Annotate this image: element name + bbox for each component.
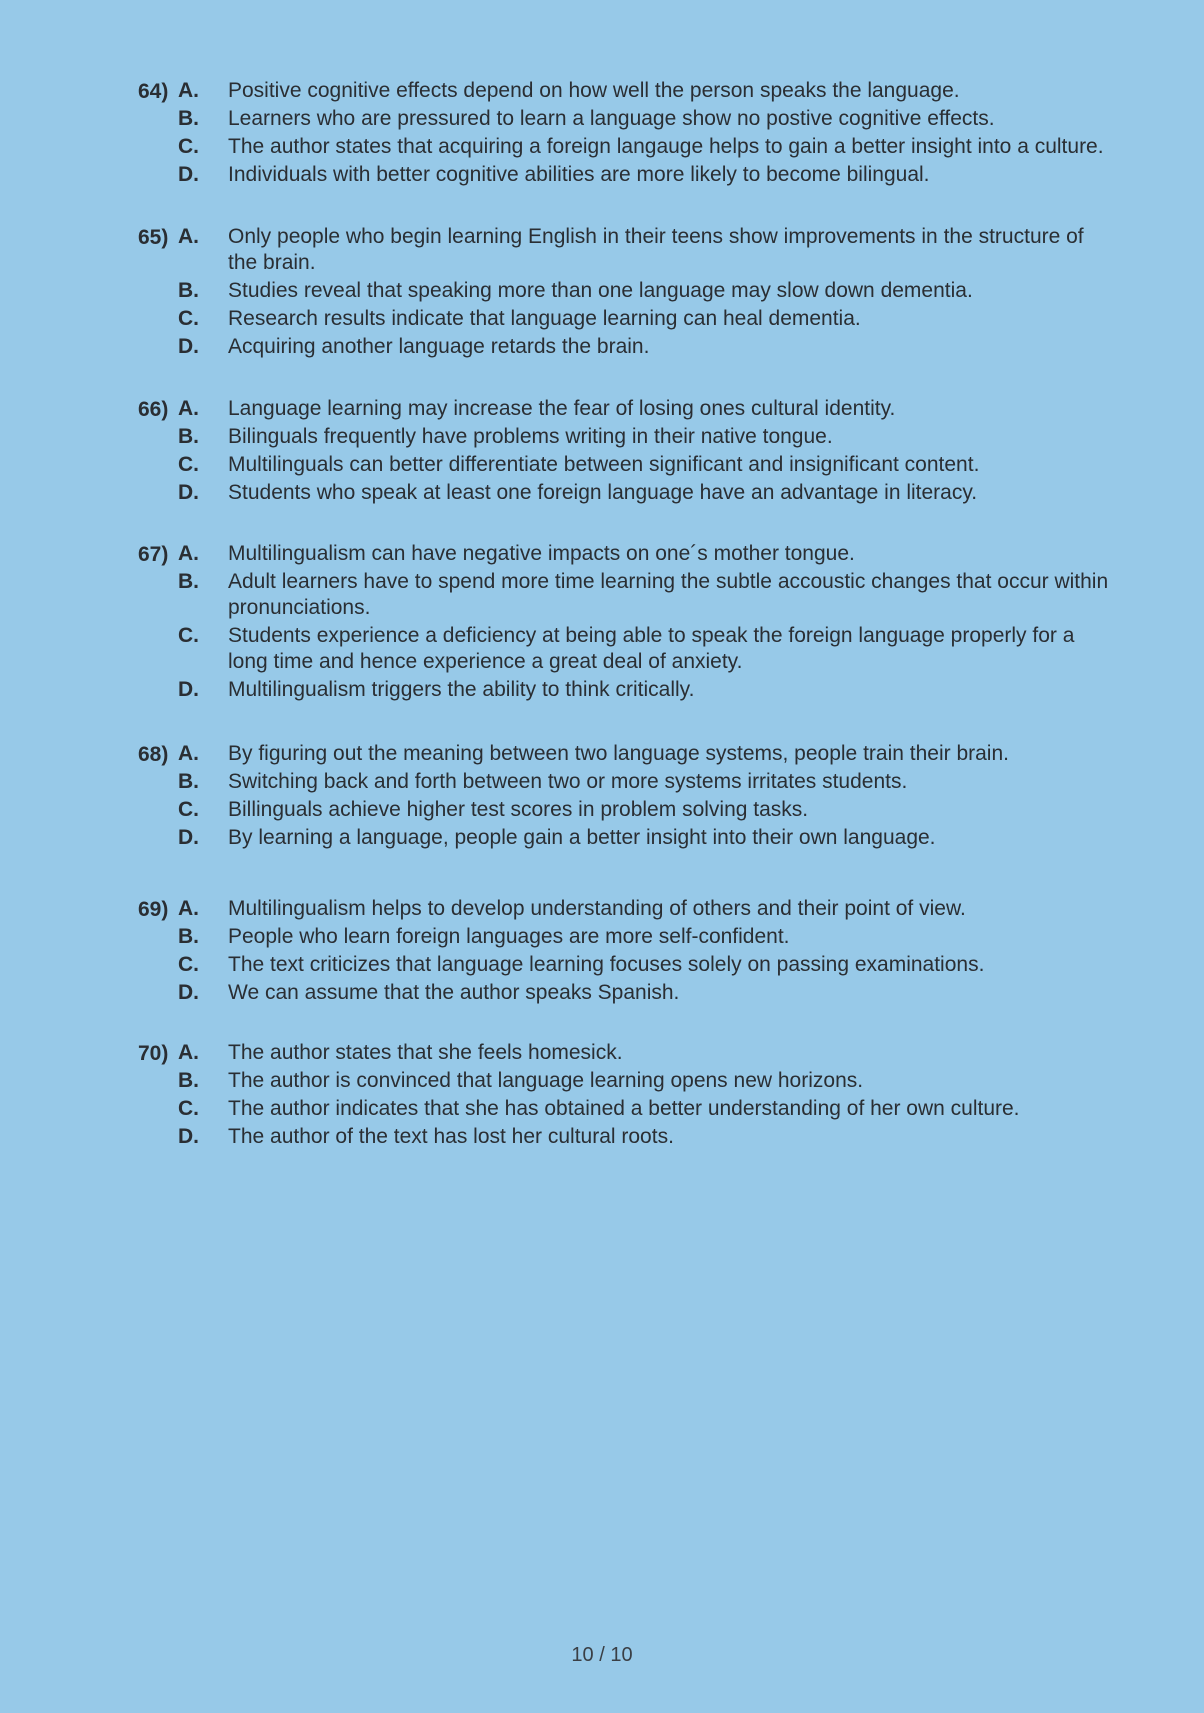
option-letter: C. bbox=[178, 624, 199, 647]
option-text: Multilingualism helps to develop understanding of others and their point of view. bbox=[228, 897, 966, 920]
option-text: People who learn foreign languages are more self-confident. bbox=[228, 925, 790, 948]
answer-option bbox=[178, 480, 1118, 506]
answer-option bbox=[178, 224, 1118, 276]
option-text: Only people who begin learning English in their teens show improvements in the structure of the brain. bbox=[228, 225, 1084, 274]
answer-option bbox=[178, 896, 1118, 922]
option-letter: D. bbox=[178, 981, 199, 1004]
answer-option bbox=[178, 569, 1118, 621]
page-number: 10 / 10 bbox=[571, 1644, 633, 1666]
option-text: The author is convinced that language learning opens new horizons. bbox=[228, 1069, 864, 1092]
option-letter: C. bbox=[178, 135, 199, 158]
answer-option bbox=[178, 797, 1118, 823]
option-letter: B. bbox=[178, 770, 199, 793]
answer-option bbox=[178, 741, 1118, 767]
question-number: 69) bbox=[138, 898, 169, 921]
option-text: Acquiring another language retards the brain. bbox=[228, 335, 650, 358]
option-letter: C. bbox=[178, 453, 199, 476]
option-letter: D. bbox=[178, 678, 199, 701]
option-letter: C. bbox=[178, 798, 199, 821]
option-text: Switching back and forth between two or more systems irritates students. bbox=[228, 770, 908, 793]
answer-options bbox=[178, 896, 1118, 1008]
option-letter: B. bbox=[178, 107, 199, 130]
answer-option bbox=[178, 162, 1118, 188]
answer-option bbox=[178, 78, 1118, 104]
option-text: Learners who are pressured to learn a language show no postive cognitive effects. bbox=[228, 107, 995, 130]
answer-option bbox=[178, 623, 1118, 675]
option-letter: A. bbox=[178, 1041, 199, 1064]
question-number: 67) bbox=[138, 543, 169, 566]
option-letter: B. bbox=[178, 279, 199, 302]
answer-options bbox=[178, 1040, 1118, 1152]
option-text: Studies reveal that speaking more than one language may slow down dementia. bbox=[228, 279, 973, 302]
option-text: By learning a language, people gain a better insight into their own language. bbox=[228, 826, 936, 849]
question-number: 64) bbox=[138, 80, 169, 103]
answer-option bbox=[178, 825, 1118, 851]
answer-option bbox=[178, 278, 1118, 304]
option-text: The author of the text has lost her cultural roots. bbox=[228, 1125, 674, 1148]
option-letter: D. bbox=[178, 335, 199, 358]
option-letter: B. bbox=[178, 1069, 199, 1092]
option-text: Positive cognitive effects depend on how well the person speaks the language. bbox=[228, 79, 960, 102]
option-text: Individuals with better cognitive abilities are more likely to become bilingual. bbox=[228, 163, 930, 186]
option-letter: A. bbox=[178, 542, 199, 565]
answer-option bbox=[178, 1124, 1118, 1150]
answer-option bbox=[178, 424, 1118, 450]
answer-option bbox=[178, 769, 1118, 795]
answer-option bbox=[178, 306, 1118, 332]
option-letter: A. bbox=[178, 397, 199, 420]
option-letter: A. bbox=[178, 225, 199, 248]
answer-option bbox=[178, 396, 1118, 422]
option-text: We can assume that the author speaks Spanish. bbox=[228, 981, 680, 1004]
option-text: The text criticizes that language learning focuses solely on passing examinations. bbox=[228, 953, 985, 976]
option-letter: B. bbox=[178, 425, 199, 448]
answer-option bbox=[178, 924, 1118, 950]
option-letter: A. bbox=[178, 897, 199, 920]
answer-option bbox=[178, 1040, 1118, 1066]
option-text: Language learning may increase the fear of losing ones cultural identity. bbox=[228, 397, 896, 420]
option-letter: A. bbox=[178, 79, 199, 102]
answer-option bbox=[178, 952, 1118, 978]
answer-option bbox=[178, 452, 1118, 478]
option-text: Billinguals achieve higher test scores in problem solving tasks. bbox=[228, 798, 809, 821]
option-text: Multilinguals can better differentiate between significant and insignificant content. bbox=[228, 453, 980, 476]
option-letter: B. bbox=[178, 925, 199, 948]
answer-option bbox=[178, 1068, 1118, 1094]
option-letter: C. bbox=[178, 1097, 199, 1120]
option-letter: C. bbox=[178, 953, 199, 976]
option-letter: C. bbox=[178, 307, 199, 330]
answer-options bbox=[178, 741, 1118, 853]
answer-option bbox=[178, 106, 1118, 132]
answer-options bbox=[178, 224, 1118, 362]
option-text: Multilingualism can have negative impacts on one´s mother tongue. bbox=[228, 542, 855, 565]
answer-option bbox=[178, 134, 1118, 160]
option-text: The author indicates that she has obtained a better understanding of her own culture. bbox=[228, 1097, 1020, 1120]
option-text: The author states that she feels homesick. bbox=[228, 1041, 623, 1064]
option-text: Students who speak at least one foreign language have an advantage in literacy. bbox=[228, 481, 978, 504]
answer-option bbox=[178, 980, 1118, 1006]
option-text: The author states that acquiring a foreign langauge helps to gain a better insight into a culture. bbox=[228, 135, 1104, 158]
option-text: Students experience a deficiency at being able to speak the foreign language properly for a long time and hence experience a great deal of anxiety. bbox=[228, 624, 1075, 673]
option-text: Multilingualism triggers the ability to think critically. bbox=[228, 678, 695, 701]
answer-option bbox=[178, 677, 1118, 703]
answer-options bbox=[178, 78, 1118, 190]
option-text: Adult learners have to spend more time learning the subtle accoustic changes that occur within pronunciations. bbox=[228, 570, 1109, 619]
answer-options bbox=[178, 396, 1118, 508]
question-number: 68) bbox=[138, 743, 169, 766]
option-text: By figuring out the meaning between two language systems, people train their brain. bbox=[228, 742, 1009, 765]
answer-option bbox=[178, 1096, 1118, 1122]
option-letter: D. bbox=[178, 163, 199, 186]
option-letter: B. bbox=[178, 570, 199, 593]
option-letter: D. bbox=[178, 1125, 199, 1148]
question-number: 66) bbox=[138, 398, 169, 421]
answer-options bbox=[178, 541, 1118, 705]
option-letter: A. bbox=[178, 742, 199, 765]
answer-option bbox=[178, 541, 1118, 567]
option-letter: D. bbox=[178, 481, 199, 504]
option-letter: D. bbox=[178, 826, 199, 849]
option-text: Research results indicate that language learning can heal dementia. bbox=[228, 307, 861, 330]
answer-option bbox=[178, 334, 1118, 360]
question-number: 70) bbox=[138, 1042, 169, 1065]
option-text: Bilinguals frequently have problems writing in their native tongue. bbox=[228, 425, 833, 448]
question-number: 65) bbox=[138, 226, 169, 249]
